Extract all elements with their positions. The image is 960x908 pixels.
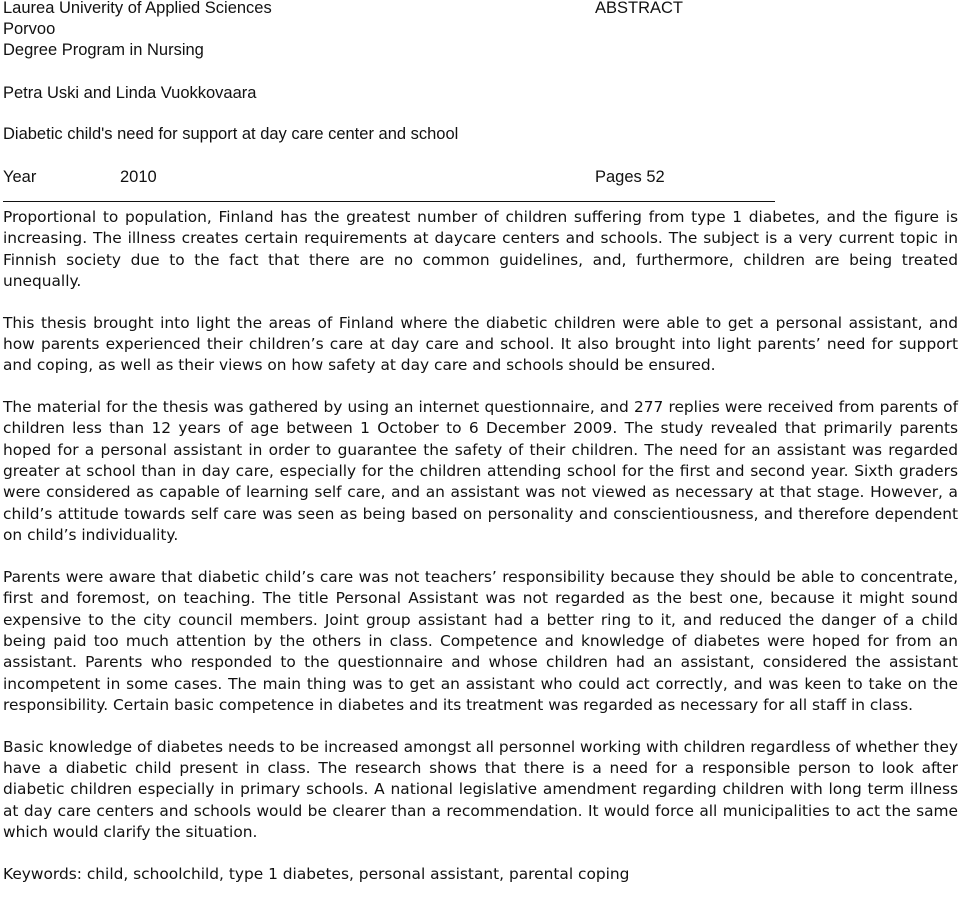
abstract-paragraph: This thesis brought into light the areas of Finland where the diabetic children were able to get a personal assistant, and how parents experienced their children’s care at day care and school. It also brought into light parents’ need for support and coping, as well as their views on how safety at day care and schools should be ensured.	[3, 313, 958, 375]
year-label: Year	[3, 168, 37, 186]
abstract-paragraph: Basic knowledge of diabetes needs to be increased amongst all personnel working with children regardless of whether they have a diabetic child present in class. The research shows that there is a need for a responsible person to look after diabetic children especially in primary schools. A national legislative amendment regarding children with long term illness at day care centers and schools would be clearer than a recommendation. It would force all municipalities to act the same which would clarify the situation.	[3, 737, 958, 842]
year-value: 2010	[120, 168, 157, 186]
abstract-body	[3, 207, 958, 885]
degree-program: Degree Program in Nursing	[3, 41, 204, 59]
document-type-label: ABSTRACT	[595, 0, 684, 17]
abstract-paragraph: The material for the thesis was gathered by using an internet questionnaire, and 277 replies were received from parents of children less than 12 years of age between 1 October to 6 December 2009. The study revealed that primarily parents hoped for a personal assistant in order to guarantee the safety of their children. The need for an assistant was regarded greater at school than in day care, especially for the children attending school for the first and second year. Sixth graders were considered as capable of learning self care, and an assistant was not viewed as necessary at that stage. However, a child’s attitude towards self care was seen as being based on personality and conscientiousness, and therefore dependent on child’s individuality.	[3, 397, 958, 545]
authors: Petra Uski and Linda Vuokkovaara	[3, 84, 257, 102]
abstract-page	[3, 0, 958, 883]
page-count: Pages 52	[595, 168, 665, 186]
header-divider	[3, 201, 775, 202]
header-block	[3, 0, 958, 190]
keywords-line: Keywords: child, schoolchild, type 1 diabetes, personal assistant, parental coping	[3, 864, 630, 883]
abstract-paragraph: Proportional to population, Finland has the greatest number of children suffering from type 1 diabetes, and the figure is increasing. The illness creates certain requirements at daycare centers and schools. The subject is a very current topic in Finnish society due to the fact that there are no common guidelines, and, furthermore, children are being treated unequally.	[3, 208, 958, 291]
university-name: Laurea Univerity of Applied Sciences	[3, 0, 272, 17]
city-name: Porvoo	[3, 20, 56, 38]
abstract-paragraph: Parents were aware that diabetic child’s care was not teachers’ responsibility because they should be able to concentrate, first and foremost, on teaching. The title Personal Assistant was not regarded as the best one, because it might sound expensive to the city council members. Joint group assistant had a better ring to it, and reduced the danger of a child being paid too much attention by the others in class. Competence and knowledge of diabetes were hoped for from an assistant. Parents who responded to the questionnaire and whose children had an assistant, considered the assistant incompetent in some cases. The main thing was to get an assistant who could act correctly, and was keen to take on the responsibility. Certain basic competence in diabetes and its treatment was regarded as necessary for all staff in class.	[3, 567, 958, 715]
thesis-title: Diabetic child's need for support at day care center and school	[3, 125, 459, 143]
